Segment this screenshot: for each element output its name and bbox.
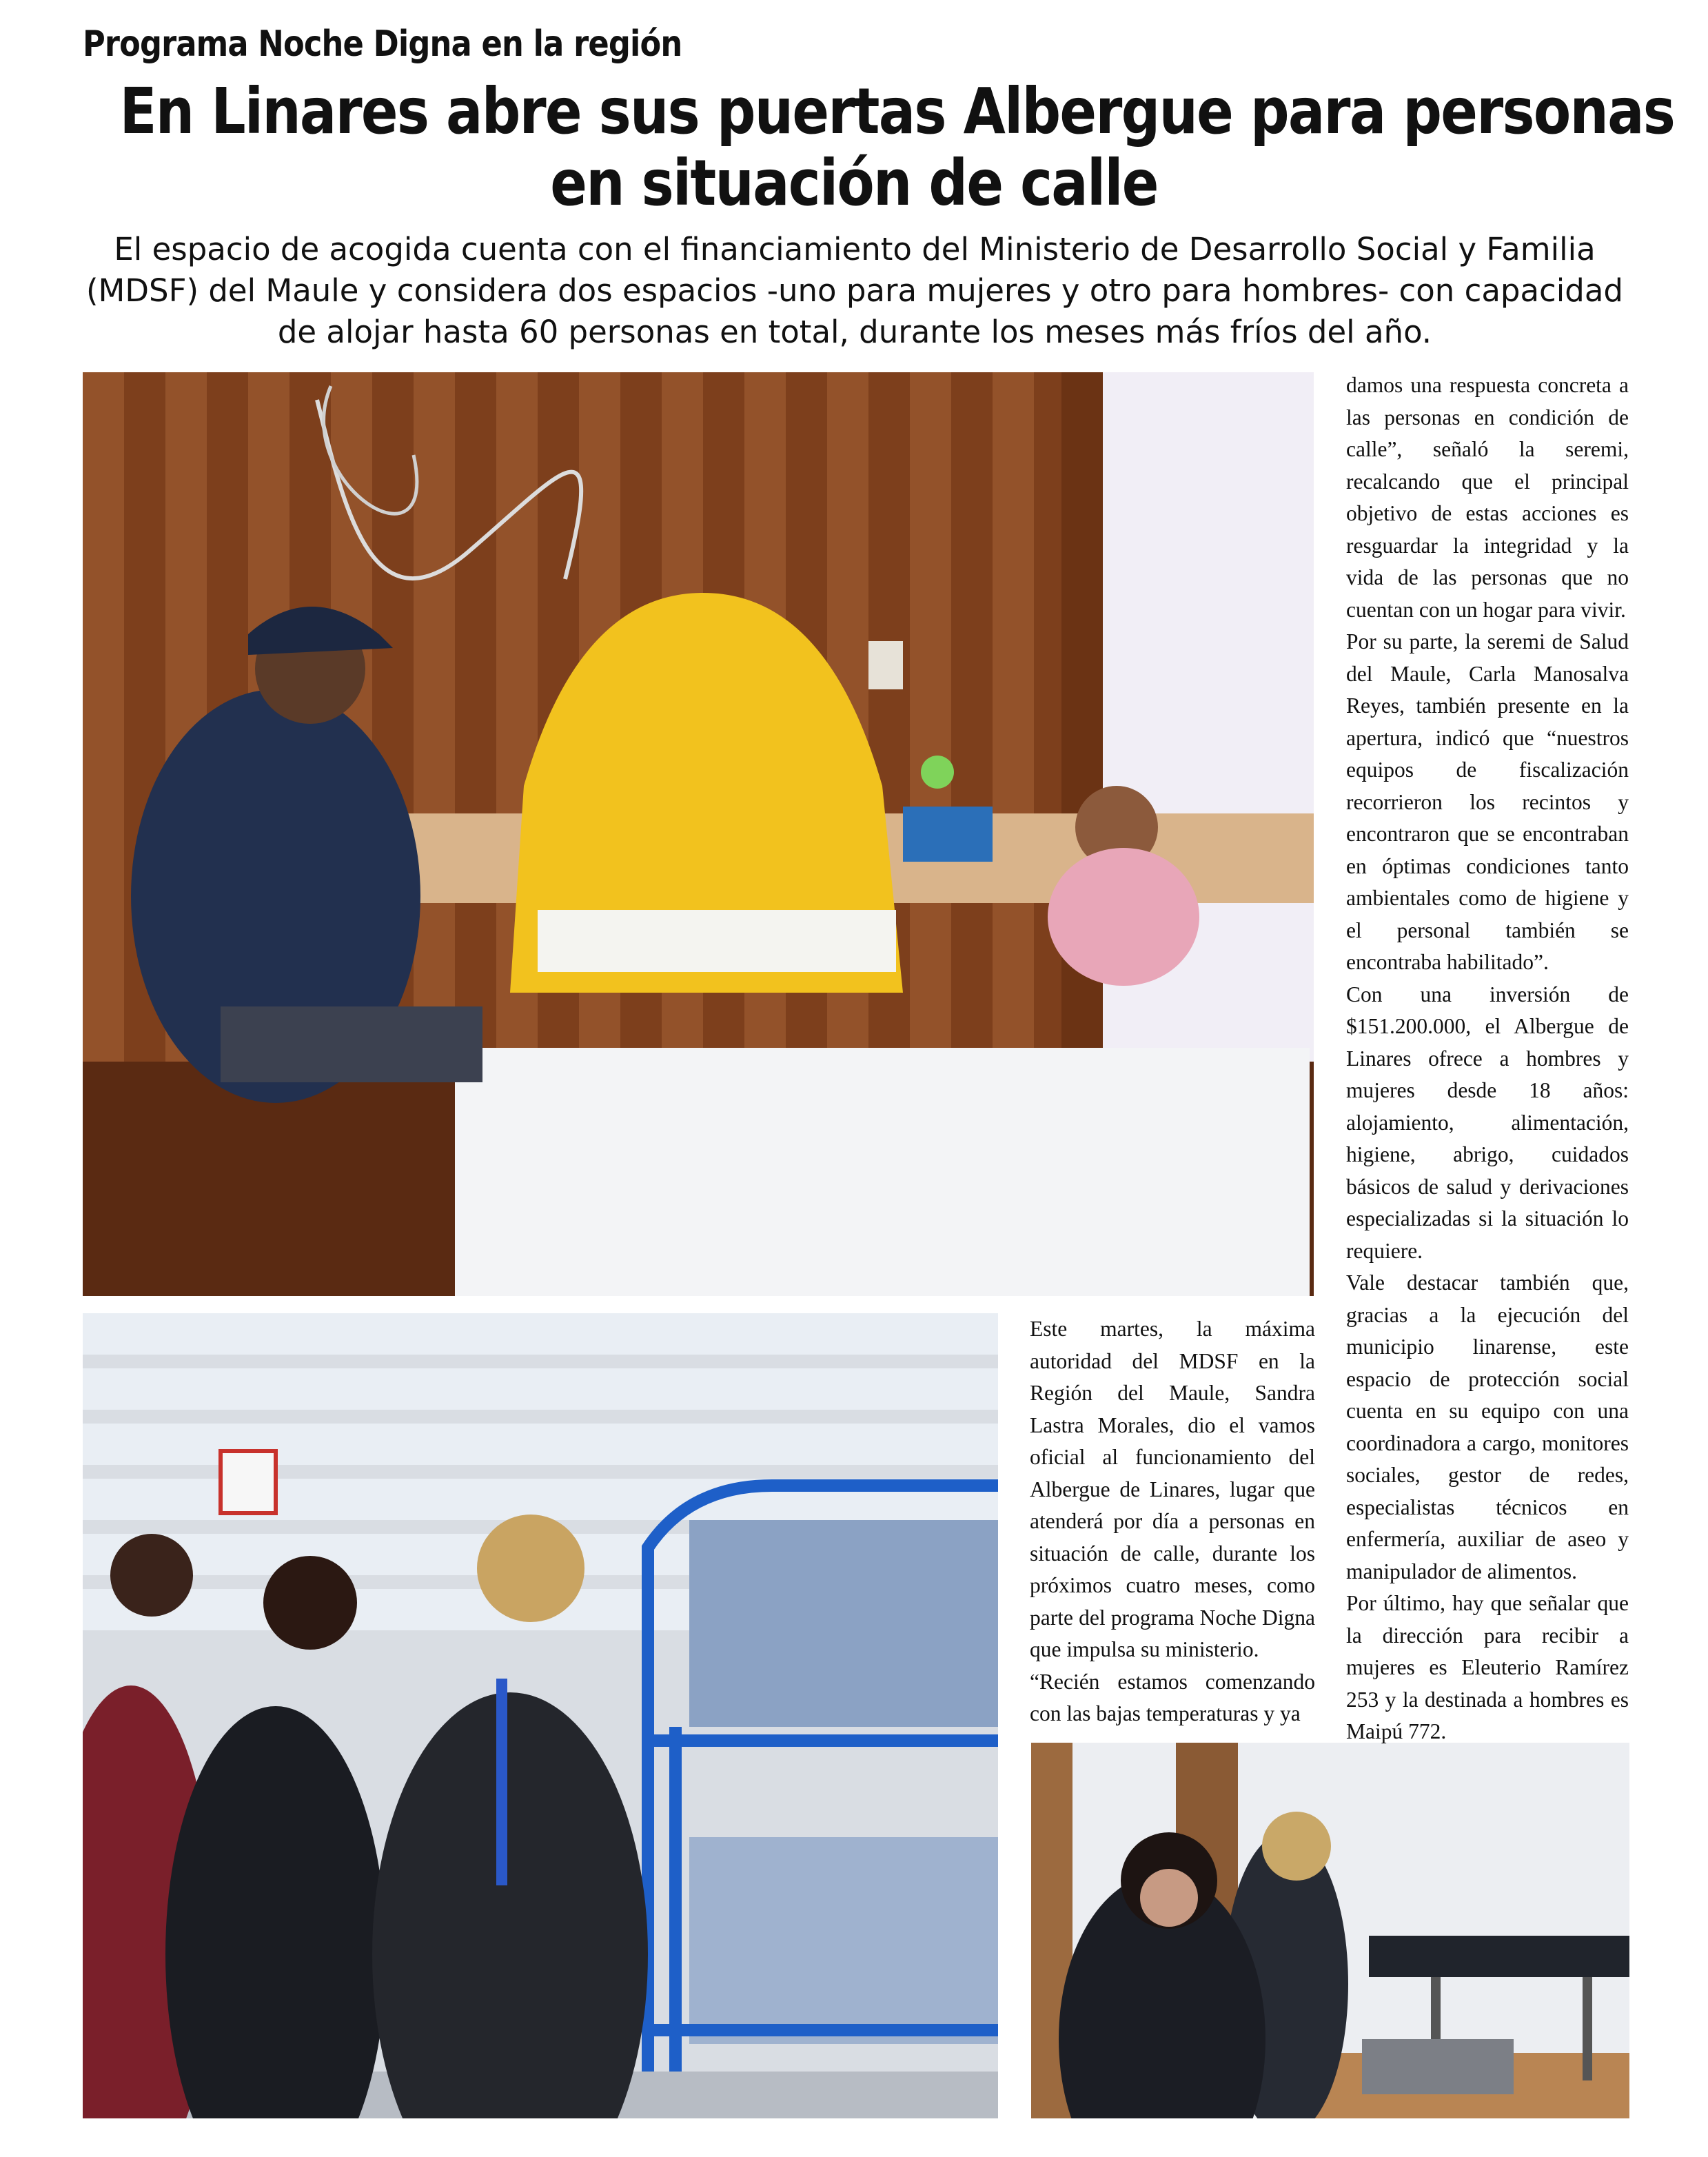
- headline-line-2: en situación de calle: [550, 146, 1158, 220]
- column-middle: [1030, 1313, 1315, 1730]
- paragraph: Vale destacar también que, gracias a la ejecución del municipio linarense, este espacio de protección social cuenta en su equipo con una coordinadora a cargo, monitores sociales, gestor de redes, especialistas técnicos en enfermería, auxiliar de aseo y manipulador de alimentos.: [1346, 1270, 1629, 1583]
- paragraph: Este martes, la máxima autoridad del MDSF en la Región del Maule, Sandra Lastra Morales, dio el vamos oficial al funcionamiento del Albergue de Linares, lugar que atenderá por día a personas en situación de calle, durante los próximos cuatro meses, como parte del programa Noche Digna que impulsa su ministerio.: [1030, 1317, 1315, 1661]
- kicker: Programa Noche Digna en la región: [83, 23, 682, 65]
- photo-dining-room: [83, 372, 1314, 1296]
- column-right: [1346, 369, 1629, 1748]
- paragraph: damos una respuesta concreta a las personas en condición de calle”, señaló la seremi, recalcando que el principal objetivo de estas acciones es resguardar la integridad y la vida de las personas que no cuentan con un hogar para vivir.: [1346, 373, 1629, 622]
- paragraph: Por último, hay que señalar que la dirección para recibir a mujeres es Eleuterio Ramírez 253 y la destinada a hombres es Maipú 772.: [1346, 1591, 1629, 1743]
- paragraph: Por su parte, la seremi de Salud del Maule, Carla Manosalva Reyes, también presente en la apertura, indicó que “nuestros equipos de fiscalización recorrieron los recintos y encontraron que se encontraban en óptimas condiciones tanto ambientales como de higiene y el personal también se encontraba habilitado”.: [1346, 629, 1629, 974]
- lead-paragraph: El espacio de acogida cuenta con el financiamiento del Ministerio de Desarrollo Social y Familia (MDSF) del Maule y considera dos espacios -uno para mujeres y otro para hombres- con capacidad de alojar hasta 60 personas en total, durante los meses más fríos del año.: [85, 231, 1623, 350]
- headline: [0, 76, 1708, 219]
- headline-line-1: En Linares abre sus puertas Albergue para personas: [119, 74, 1675, 148]
- photo-nursing-room: [1031, 1743, 1629, 2118]
- photo-bunk-beds: [83, 1313, 998, 2118]
- paragraph: Con una inversión de $151.200.000, el Albergue de Linares ofrece a hombres y mujeres desde 18 años: alojamiento, alimentación, higiene, abrigo, cuidados básicos de salud y derivaciones especializadas si la situación lo requiere.: [1346, 982, 1629, 1263]
- paragraph: “Recién estamos comenzando con las bajas temperaturas y ya: [1030, 1669, 1315, 1725]
